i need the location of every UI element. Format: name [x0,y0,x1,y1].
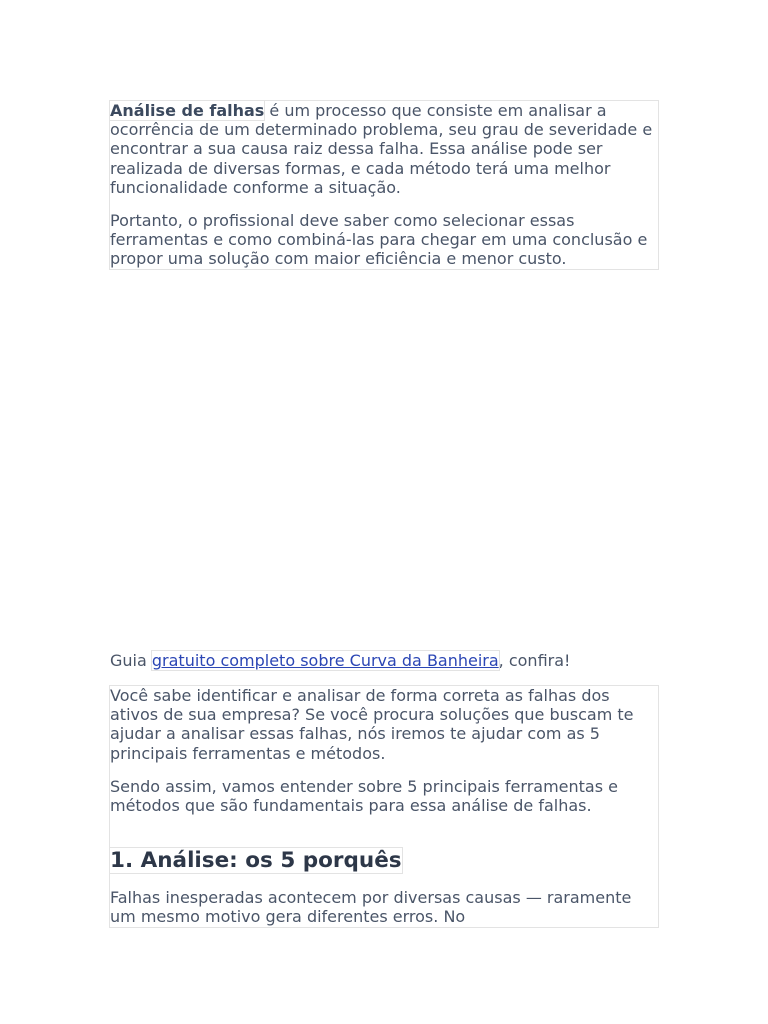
content-section [109,685,659,928]
intro-paragraph-2: Portanto, o profissional deve saber como selecionar essas ferramentas e como combiná-las para chegar em uma conclusão e propor uma solução com maior eficiência e menor custo. [110,211,648,269]
content-paragraph-2: Sendo assim, vamos entender sobre 5 principais ferramentas e métodos que são fundamentais para essa análise de falhas. [110,776,618,816]
intro-paragraph-text: é um processo que consiste em analisar a ocorrência de um determinado problema, seu grau de severidade e encontrar a sua causa raiz dessa falha. Essa análise pode ser realizada de diversas formas, e cada método terá uma melhor funcionalidade conforme a situação. [110,101,653,197]
lead-term: Análise de falhas [110,101,265,120]
content-paragraph-3: Falhas inesperadas acontecem por diversas causas — raramente um mesmo motivo gera diferentes erros. No [110,888,632,927]
intro-paragraph [110,101,658,197]
guide-suffix: , confira! [498,651,571,670]
guide-prefix: Guia [110,651,147,670]
section-heading [110,848,658,873]
section-heading-text: 1. Análise: os 5 porquês [110,848,402,874]
content-paragraph-1: Você sabe identificar e analisar de forma correta as falhas dos ativos de sua empresa? Se você procura soluções que buscam te ajudar a analisar essas falhas, nós iremos te ajudar com as 5 principais ferramentas e métodos. [110,686,634,763]
guide-callout [110,651,658,670]
intro-section [109,100,659,270]
guide-link[interactable]: gratuito completo sobre Curva da Banheira [151,651,499,670]
